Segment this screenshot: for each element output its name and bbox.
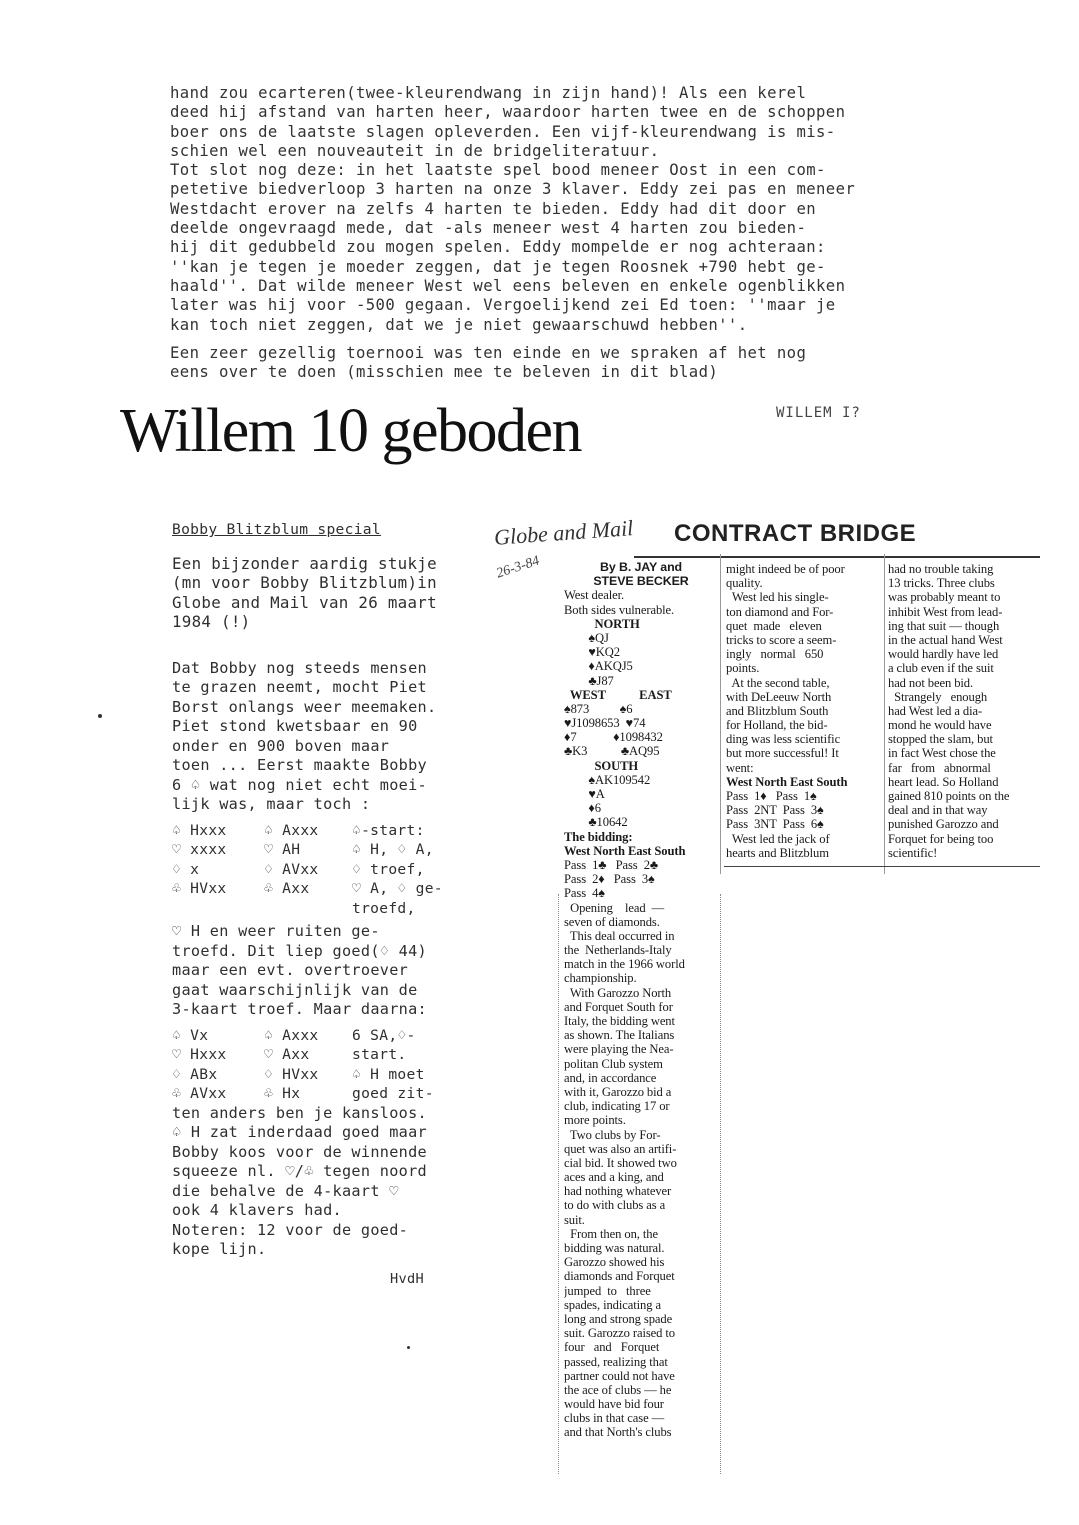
west-hand-cell: ♡ xxxx xyxy=(172,841,227,858)
clipping-line: West North East South xyxy=(726,774,848,789)
intro-paragraph xyxy=(172,554,512,632)
clipping-line: ♠QJ xyxy=(564,630,609,645)
play-note-cell: ♢ troef, xyxy=(352,860,425,878)
east-hand-cell: ♢ AVxx xyxy=(264,860,319,878)
text-line: Globe and Mail van 26 maart xyxy=(172,592,437,612)
text-line: Dat Bobby nog steeds mensen xyxy=(172,658,427,677)
handwritten-date: 26-3-84 xyxy=(494,553,542,582)
byline-line: STEVE BECKER xyxy=(593,574,689,589)
clipping-line: Garozzo showed his xyxy=(564,1255,665,1270)
clipping-line: 13 tricks. Three clubs xyxy=(888,576,995,591)
clipping-line: ton diamond and For- xyxy=(726,604,834,619)
text-line: onder en 900 boven maar xyxy=(172,736,390,755)
clipping-line: deal and in that way xyxy=(888,803,988,818)
clipping-line: SOUTH xyxy=(564,758,639,773)
clipping-line: a club even if the suit xyxy=(888,661,994,676)
clipping-line: West led his single- xyxy=(726,590,829,605)
clipping-line: Pass 2NT Pass 3♠ xyxy=(726,803,824,818)
clipping-line: points. xyxy=(726,661,760,676)
clipping-line: NORTH xyxy=(564,616,640,631)
text-line: kan toch niet zeggen, dat we je niet gewaarschuwd hebben''. xyxy=(170,315,748,334)
clipping-line: to do with clubs as a xyxy=(564,1198,666,1213)
clipping-line: With Garozzo North xyxy=(564,985,672,1000)
play-note-cell: ♡ A, ♢ ge- xyxy=(352,880,443,897)
clipping-column-1 xyxy=(564,560,718,1440)
text-line: lijk was, maar toch : xyxy=(172,795,371,813)
clipping-line: the Netherlands-Italy xyxy=(564,943,672,958)
clipping-line: and that North's clubs xyxy=(564,1425,672,1440)
clipping-line: as shown. The Italians xyxy=(564,1028,675,1043)
clipping-bottom-rule xyxy=(724,866,1040,867)
analysis-paragraph xyxy=(172,922,512,1020)
column-subtitle: Bobby Blitzblum special xyxy=(172,521,381,538)
text-line: gaat waarschijnlijk van de xyxy=(172,980,418,999)
clipping-line: four and Forquet xyxy=(564,1340,660,1355)
clipping-line: ♣J87 xyxy=(564,673,614,688)
text-line: (mn voor Bobby Blitzblum)in xyxy=(172,573,437,592)
clipping-line: had not been bid. xyxy=(888,675,974,690)
east-hand-cell xyxy=(264,899,352,919)
text-line: Een zeer gezellig toernooi was ten einde en we spraken af het nog xyxy=(170,343,807,362)
text-line: kope lijn. xyxy=(172,1240,267,1258)
handwritten-source: Globe and Mail xyxy=(493,515,634,550)
clipping-line: was probably meant to xyxy=(888,590,1001,605)
side-note: WILLEM I? xyxy=(776,405,861,421)
text-line: maar een evt. overtroever xyxy=(172,961,409,979)
clipping-line: with it, Garozzo bid a xyxy=(564,1084,672,1099)
text-line: deed hij afstand van harten heer, waardoor harten twee en de schoppen xyxy=(170,103,846,122)
clipping-line: seven of diamonds. xyxy=(564,914,660,929)
signature: HvdH xyxy=(390,1270,424,1287)
text-line: eens over te doen (misschien mee te beleven in dit blad) xyxy=(170,363,719,382)
clipping-line: Pass 1♣ Pass 2♣ xyxy=(564,857,659,872)
clipping-line: Forquet for being too xyxy=(888,831,994,846)
clipping-line: but more successful! It xyxy=(726,746,839,761)
clipping-line: were playing the Nea- xyxy=(564,1042,674,1057)
clipping-line: diamonds and Forquet xyxy=(564,1269,675,1284)
byline-line: By B. JAY and xyxy=(599,560,683,574)
clipping-line: ding was less scientific xyxy=(726,732,841,747)
clipping-line: ♦6 xyxy=(564,801,601,816)
text-line: ook 4 klavers had. xyxy=(172,1201,342,1219)
clipping-line: This deal occurred in xyxy=(564,928,675,943)
scan-speck xyxy=(98,714,102,718)
clipping-line: far from abnormal xyxy=(888,760,991,775)
west-hand-cell: ♧ HVxx xyxy=(172,880,227,897)
text-line: hand zou ecarteren(twee-kleurendwang in zijn hand)! Als een kerel xyxy=(170,84,807,102)
clipping-line: ing that suit — though xyxy=(888,618,1000,633)
west-hand-cell: ♧ AVxx xyxy=(172,1085,227,1102)
clipping-line: Pass 1♦ Pass 1♠ xyxy=(726,789,817,803)
text-line: 6 ♤ wat nog niet echt moei- xyxy=(172,775,427,794)
clipping-line: and Blitzblum South xyxy=(726,703,829,718)
clipping-line: Pass 4♠ xyxy=(564,886,605,901)
clipping-line: would hardly have led xyxy=(888,647,999,662)
clipping-line: ♣10642 xyxy=(564,815,628,830)
clipping-line: ♥KQ2 xyxy=(564,645,620,660)
column-divider xyxy=(720,554,721,874)
clipping-line: might indeed be of poor xyxy=(726,562,845,576)
clipping-line: aces and a king, and xyxy=(564,1170,664,1185)
clipping-line: suit. Garozzo raised to xyxy=(564,1326,676,1341)
hand-diagram-1 xyxy=(172,821,443,919)
clipping-line: West dealer. xyxy=(564,588,625,603)
hand-row xyxy=(172,879,443,899)
column-border xyxy=(720,894,721,1474)
text-line: later was hij voor -500 gegaan. Vergoelijkend zei Ed toen: ''maar je xyxy=(170,296,836,315)
clipping-line: in fact West chose the xyxy=(888,746,996,761)
text-line: Bobby koos voor de winnende xyxy=(172,1142,427,1161)
clipping-line: ♠AK109542 xyxy=(564,772,651,787)
clipping-line: From then on, the xyxy=(564,1226,658,1241)
hand-row xyxy=(172,1065,434,1085)
clipping-column-2 xyxy=(726,562,882,860)
clipping-line: match in the 1966 world xyxy=(564,957,685,972)
play-note-cell: ♤ H, ♢ A, xyxy=(352,841,434,858)
clipping-line: hearts and Blitzblum xyxy=(726,845,829,860)
text-line: troefd. Dit liep goed(♢ 44) xyxy=(172,941,427,960)
clipping-line: for Holland, the bid- xyxy=(726,718,828,733)
text-line: ♡ H en weer ruiten ge- xyxy=(172,922,380,940)
clipping-line: At the second table, xyxy=(726,675,830,690)
clipping-line: spades, indicating a xyxy=(564,1297,661,1312)
clipping-line: stopped the slam, but xyxy=(888,732,993,747)
text-line: Piet stond kwetsbaar en 90 xyxy=(172,717,418,735)
text-line: ''kan je tegen je moeder zeggen, dat je tegen Roosnek +790 hebt ge- xyxy=(170,257,826,276)
play-note-cell: 6 SA,♢- xyxy=(352,1026,416,1044)
clipping-line: punished Garozzo and xyxy=(888,817,999,832)
title-rule xyxy=(634,556,1040,558)
clipping-line: Italy, the bidding went xyxy=(564,1014,675,1028)
hand-row xyxy=(172,1026,434,1046)
text-line: boer ons de laatste slagen opleverden. Een vijf-kleurendwang is mis- xyxy=(170,122,836,141)
text-line: ten anders ben je kansloos. xyxy=(172,1103,427,1122)
clipping-line: ♦AKQJ5 xyxy=(564,659,633,674)
clipping-line: ♥J1098653 ♥74 xyxy=(564,716,646,731)
text-line: hij dit gedubbeld zou mogen spelen. Eddy mompelde er nog achteraan: xyxy=(170,238,826,257)
play-note-cell: goed zit- xyxy=(352,1085,434,1102)
clipping-line: Two clubs by For- xyxy=(564,1127,661,1142)
clipping-line: clubs in that case — xyxy=(564,1411,665,1426)
clipping-line: ♠873 ♠6 xyxy=(564,701,633,716)
clipping-line: The bidding: xyxy=(564,829,633,844)
clipping-line: quet made eleven xyxy=(726,618,822,633)
east-hand-cell: ♡ Axx xyxy=(264,1046,310,1063)
text-line: 1984 (!) xyxy=(172,612,251,631)
clipping-line: passed, realizing that xyxy=(564,1354,668,1369)
clipping-line: ♦7 ♦1098432 xyxy=(564,730,663,745)
headline: Willem 10 geboden xyxy=(120,397,581,465)
hand-row xyxy=(172,840,443,860)
text-line: squeeze nl. ♡/♧ tegen noord xyxy=(172,1162,427,1180)
west-hand-cell: ♤ Vx xyxy=(172,1026,209,1044)
clipping-line: gained 810 points on the xyxy=(888,789,1010,803)
column-border xyxy=(558,894,559,1474)
clipping-line: had no trouble taking xyxy=(888,562,994,576)
clipping-line: tricks to score a seem- xyxy=(726,632,837,647)
clipping-line: bidding was natural. xyxy=(564,1241,665,1255)
text-line: 3-kaart troef. Maar daarna: xyxy=(172,1000,427,1018)
east-hand-cell: ♧ Axx xyxy=(264,880,310,897)
text-line: Tot slot nog deze: in het laatste spel bood meneer Oost in een com- xyxy=(170,161,826,180)
clipping-line: ♥A xyxy=(564,787,605,801)
column-1-body xyxy=(564,588,718,1439)
west-hand-cell: ♤ Hxxx xyxy=(172,821,227,839)
clipping-line: West North East South xyxy=(564,843,686,858)
clipping-line: inhibit West from lead- xyxy=(888,604,1003,619)
text-line: deelde ongevraagd mede, dat -als meneer west 4 harten zou bieden- xyxy=(170,219,807,238)
text-line: te grazen neemt, mocht Piet xyxy=(172,678,427,696)
clipping-line: more points. xyxy=(564,1113,626,1128)
paragraph-gap xyxy=(170,335,990,344)
clipping-line: would have bid four xyxy=(564,1397,664,1412)
clipping-line: quet was also an artifi- xyxy=(564,1141,677,1156)
east-hand-cell: ♤ Axxx xyxy=(264,821,319,839)
clipping-line: club, indicating 17 or xyxy=(564,1099,670,1114)
clipping-line: the ace of clubs — he xyxy=(564,1382,672,1397)
hand-diagram-2 xyxy=(172,1026,434,1104)
clipping-line: cial bid. It showed two xyxy=(564,1155,677,1170)
clipping-line: heart lead. So Holland xyxy=(888,774,999,789)
text-line: toen ... Eerst maakte Bobby xyxy=(172,756,427,774)
clipping-line: had West led a dia- xyxy=(888,703,983,718)
text-line: haald''. Dat wilde meneer West wel eens beleven en enkele ogenblikken xyxy=(170,276,846,295)
clipping-line: politan Club system xyxy=(564,1056,663,1071)
east-hand-cell: ♤ Axxx xyxy=(264,1026,319,1044)
clipping-header xyxy=(484,514,1040,558)
text-line: petetive biedverloop 3 harten na onze 3 klaver. Eddy zei pas en meneer xyxy=(170,180,856,199)
text-line: die behalve de 4-kaart ♡ xyxy=(172,1181,399,1200)
clipping-line: and Forquet South for xyxy=(564,999,673,1014)
clipping-line: Both sides vulnerable. xyxy=(564,602,675,617)
text-line: ♤ H zat inderdaad goed maar xyxy=(172,1123,427,1141)
play-note-cell: troefd, xyxy=(352,899,416,917)
clipping-line: had nothing whatever xyxy=(564,1184,672,1199)
clipping-line: West led the jack of xyxy=(726,831,830,846)
clipping-line: in the actual hand West xyxy=(888,632,1003,647)
text-line: Noteren: 12 voor de goed- xyxy=(172,1220,409,1239)
clipping-line: championship. xyxy=(564,971,637,986)
hand-row xyxy=(172,821,443,841)
play-note-cell: ♤-start: xyxy=(352,821,425,839)
newspaper-clipping xyxy=(484,514,1040,1474)
hand-row xyxy=(172,899,443,919)
clipping-line: scientific! xyxy=(888,845,938,860)
west-hand-cell: ♢ x xyxy=(172,860,200,878)
clipping-line: partner could not have xyxy=(564,1368,675,1383)
story-paragraph xyxy=(172,659,512,815)
hand-row xyxy=(172,1084,434,1104)
text-line: Borst onlangs weer meemaken. xyxy=(172,697,437,716)
clipping-column-3 xyxy=(888,562,1042,860)
text-line: Westdacht erover na zelfs 4 harten te bieden. Eddy had dit door en xyxy=(170,199,817,218)
text-line: schien wel een nouveauteit in de bridgeliteratuur. xyxy=(170,141,660,160)
clipping-line: with DeLeeuw North xyxy=(726,689,832,704)
west-hand-cell: ♢ ABx xyxy=(172,1065,218,1083)
west-hand-cell xyxy=(172,899,264,919)
hand-row xyxy=(172,1045,434,1065)
east-hand-cell: ♢ HVxx xyxy=(264,1065,319,1083)
intro-text xyxy=(170,84,990,382)
clipping-line: and, in accordance xyxy=(564,1070,657,1085)
clipping-line: long and strong spade xyxy=(564,1311,673,1326)
clipping-line: suit. xyxy=(564,1212,585,1227)
clipping-line: Opening lead — xyxy=(564,900,665,915)
hand-row xyxy=(172,860,443,880)
clipping-line: WEST EAST xyxy=(564,687,672,702)
play-note-cell: start. xyxy=(352,1046,407,1063)
clipping-title: CONTRACT BRIDGE xyxy=(674,520,917,547)
text-line: Een bijzonder aardig stukje xyxy=(172,553,437,573)
clipping-line: jumped to three xyxy=(564,1283,651,1298)
column-divider xyxy=(884,554,885,874)
east-hand-cell: ♡ AH xyxy=(264,841,301,858)
clipping-line: ♣K3 ♣AQ95 xyxy=(564,744,660,759)
play-note-cell: ♤ H moet xyxy=(352,1065,425,1083)
clipping-line: Pass 3NT Pass 6♠ xyxy=(726,817,824,832)
clipping-line: Strangely enough xyxy=(888,689,988,704)
clipping-line: went: xyxy=(726,760,754,775)
clipping-line: mond he would have xyxy=(888,718,992,733)
clipping-line: quality. xyxy=(726,576,763,591)
conclusion-paragraph xyxy=(172,1104,512,1260)
west-hand-cell: ♡ Hxxx xyxy=(172,1046,227,1063)
scan-speck xyxy=(407,1346,410,1349)
clipping-line: ingly normal 650 xyxy=(726,647,824,662)
clipping-line: Pass 2♦ Pass 3♠ xyxy=(564,872,655,887)
bobby-blitzblum-column xyxy=(172,520,512,1289)
east-hand-cell: ♧ Hx xyxy=(264,1085,301,1102)
